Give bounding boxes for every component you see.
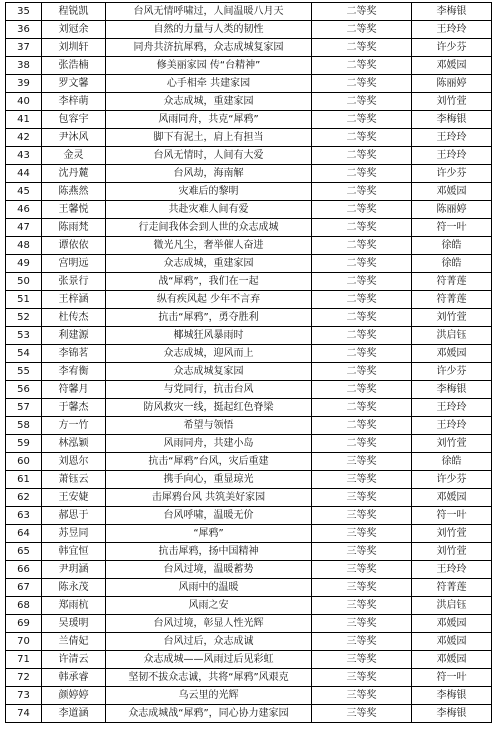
table-row <box>6 363 492 381</box>
cell-prize: 二等奖 <box>312 3 412 21</box>
table-row <box>6 345 492 363</box>
cell-number: 43 <box>6 147 42 165</box>
cell-essay-title: 携手向心，重显琼光 <box>106 471 312 489</box>
cell-prize: 三等奖 <box>312 561 412 579</box>
cell-teacher: 王玲玲 <box>412 561 492 579</box>
awards-table <box>5 2 492 723</box>
cell-teacher: 王玲玲 <box>412 21 492 39</box>
table-row <box>6 21 492 39</box>
cell-teacher: 邓媛园 <box>412 615 492 633</box>
cell-prize: 二等奖 <box>312 291 412 309</box>
cell-essay-title: 修美丽家园 传“台精神” <box>106 57 312 75</box>
cell-teacher: 许少芬 <box>412 39 492 57</box>
cell-number: 40 <box>6 93 42 111</box>
cell-essay-title: 共赴灾难人间有爱 <box>106 201 312 219</box>
cell-essay-title: 同舟共济抗犀鸦，众志成城复家园 <box>106 39 312 57</box>
cell-prize: 二等奖 <box>312 39 412 57</box>
cell-number: 52 <box>6 309 42 327</box>
cell-number: 53 <box>6 327 42 345</box>
cell-student-name: 李梓萌 <box>42 93 106 111</box>
table-row <box>6 129 492 147</box>
cell-number: 35 <box>6 3 42 21</box>
cell-teacher: 许少芬 <box>412 471 492 489</box>
table-row <box>6 615 492 633</box>
table-row <box>6 111 492 129</box>
cell-teacher: 符菁莲 <box>412 291 492 309</box>
cell-essay-title: 众志成城复家园 <box>106 363 312 381</box>
cell-student-name: 尹沐风 <box>42 129 106 147</box>
cell-teacher: 邓媛园 <box>412 345 492 363</box>
cell-student-name: 郝思于 <box>42 507 106 525</box>
table-row <box>6 3 492 21</box>
cell-essay-title: 众志成城，重建家园 <box>106 93 312 111</box>
cell-prize: 二等奖 <box>312 183 412 201</box>
cell-student-name: 李宥衡 <box>42 363 106 381</box>
cell-number: 47 <box>6 219 42 237</box>
table-row <box>6 75 492 93</box>
cell-number: 66 <box>6 561 42 579</box>
cell-number: 67 <box>6 579 42 597</box>
cell-student-name: 利建源 <box>42 327 106 345</box>
cell-essay-title: 战“犀鸦”，我们在一起 <box>106 273 312 291</box>
cell-prize: 二等奖 <box>312 363 412 381</box>
table-row <box>6 705 492 723</box>
cell-teacher: 王玲玲 <box>412 417 492 435</box>
cell-number: 68 <box>6 597 42 615</box>
cell-essay-title: 众志成城，迎风而上 <box>106 345 312 363</box>
table-row <box>6 507 492 525</box>
cell-essay-title: 抗击“犀鸦”台风，灾后重建 <box>106 453 312 471</box>
cell-teacher: 邓媛园 <box>412 183 492 201</box>
cell-prize: 三等奖 <box>312 669 412 687</box>
cell-student-name: 李道涵 <box>42 705 106 723</box>
cell-student-name: 韩承睿 <box>42 669 106 687</box>
cell-number: 56 <box>6 381 42 399</box>
cell-teacher: 符一叶 <box>412 669 492 687</box>
cell-essay-title: 众志成城——风雨过后见彩虹 <box>106 651 312 669</box>
cell-teacher: 徐皓 <box>412 255 492 273</box>
table-row <box>6 543 492 561</box>
cell-teacher: 李梅银 <box>412 687 492 705</box>
cell-number: 63 <box>6 507 42 525</box>
cell-prize: 二等奖 <box>312 273 412 291</box>
cell-teacher: 符一叶 <box>412 507 492 525</box>
cell-student-name: 萧钰云 <box>42 471 106 489</box>
cell-number: 58 <box>6 417 42 435</box>
cell-prize: 二等奖 <box>312 93 412 111</box>
cell-student-name: 谭依依 <box>42 237 106 255</box>
cell-student-name: 吴瑗明 <box>42 615 106 633</box>
cell-essay-title: 自然的力量与人类的韧性 <box>106 21 312 39</box>
cell-student-name: 王梓涵 <box>42 291 106 309</box>
cell-teacher: 王玲玲 <box>412 129 492 147</box>
cell-essay-title: 风雨同舟，共建小岛 <box>106 435 312 453</box>
cell-prize: 二等奖 <box>312 417 412 435</box>
cell-student-name: 尹玥涵 <box>42 561 106 579</box>
cell-essay-title: 防风救灾一线，挺起红色脊梁 <box>106 399 312 417</box>
cell-essay-title: 灾难后的黎明 <box>106 183 312 201</box>
table-row <box>6 651 492 669</box>
cell-essay-title: 抗击“犀鸦”，勇夺胜利 <box>106 309 312 327</box>
cell-teacher: 符菁莲 <box>412 579 492 597</box>
table-row <box>6 273 492 291</box>
table-row <box>6 435 492 453</box>
cell-student-name: 郑雨杭 <box>42 597 106 615</box>
cell-teacher: 徐皓 <box>412 453 492 471</box>
table-row <box>6 669 492 687</box>
cell-prize: 二等奖 <box>312 111 412 129</box>
table-row <box>6 579 492 597</box>
cell-student-name: 程锐凯 <box>42 3 106 21</box>
cell-teacher: 刘竹萱 <box>412 525 492 543</box>
cell-number: 60 <box>6 453 42 471</box>
cell-teacher: 王玲玲 <box>412 399 492 417</box>
table-row <box>6 525 492 543</box>
cell-teacher: 陈丽婷 <box>412 201 492 219</box>
cell-essay-title: “犀鸦” <box>106 525 312 543</box>
cell-number: 69 <box>6 615 42 633</box>
cell-prize: 三等奖 <box>312 525 412 543</box>
cell-student-name: 于馨杰 <box>42 399 106 417</box>
cell-prize: 二等奖 <box>312 237 412 255</box>
cell-number: 55 <box>6 363 42 381</box>
cell-teacher: 李梅银 <box>412 111 492 129</box>
table-row <box>6 687 492 705</box>
cell-student-name: 符馨月 <box>42 381 106 399</box>
cell-essay-title: 脚下有泥土，肩上有担当 <box>106 129 312 147</box>
cell-number: 70 <box>6 633 42 651</box>
cell-number: 72 <box>6 669 42 687</box>
cell-number: 54 <box>6 345 42 363</box>
cell-student-name: 刘恩尔 <box>42 453 106 471</box>
cell-essay-title: 台风过后，众志成诚 <box>106 633 312 651</box>
cell-number: 45 <box>6 183 42 201</box>
cell-prize: 三等奖 <box>312 705 412 723</box>
cell-prize: 三等奖 <box>312 543 412 561</box>
cell-teacher: 李梅银 <box>412 705 492 723</box>
table-row <box>6 471 492 489</box>
cell-teacher: 邓媛园 <box>412 489 492 507</box>
cell-prize: 三等奖 <box>312 687 412 705</box>
cell-teacher: 许少芬 <box>412 165 492 183</box>
cell-essay-title: 台风劫，海南解 <box>106 165 312 183</box>
cell-prize: 二等奖 <box>312 57 412 75</box>
cell-student-name: 罗文馨 <box>42 75 106 93</box>
cell-student-name: 沈丹麓 <box>42 165 106 183</box>
cell-student-name: 张景行 <box>42 273 106 291</box>
cell-number: 39 <box>6 75 42 93</box>
cell-teacher: 邓媛园 <box>412 651 492 669</box>
cell-essay-title: 风雨中的温暖 <box>106 579 312 597</box>
cell-essay-title: 风雨同舟，共克“犀鸦” <box>106 111 312 129</box>
cell-number: 62 <box>6 489 42 507</box>
cell-student-name: 苏昱同 <box>42 525 106 543</box>
cell-teacher: 符菁莲 <box>412 273 492 291</box>
cell-prize: 三等奖 <box>312 597 412 615</box>
cell-teacher: 洪启钰 <box>412 327 492 345</box>
cell-number: 57 <box>6 399 42 417</box>
table-row <box>6 399 492 417</box>
table-row <box>6 237 492 255</box>
table-row <box>6 309 492 327</box>
cell-prize: 二等奖 <box>312 309 412 327</box>
cell-teacher: 刘竹萱 <box>412 93 492 111</box>
cell-student-name: 金灵 <box>42 147 106 165</box>
cell-essay-title: 微光凡尘，奢举催人奋进 <box>106 237 312 255</box>
cell-teacher: 刘竹萱 <box>412 543 492 561</box>
cell-student-name: 颜婷婷 <box>42 687 106 705</box>
cell-teacher: 李梅银 <box>412 3 492 21</box>
table-row <box>6 147 492 165</box>
cell-prize: 二等奖 <box>312 345 412 363</box>
table-row <box>6 417 492 435</box>
cell-student-name: 陈燕然 <box>42 183 106 201</box>
cell-prize: 二等奖 <box>312 399 412 417</box>
cell-prize: 二等奖 <box>312 21 412 39</box>
table-row <box>6 219 492 237</box>
cell-student-name: 李锦茗 <box>42 345 106 363</box>
cell-essay-title: 纵有疾风起 少年不言弃 <box>106 291 312 309</box>
table-row <box>6 165 492 183</box>
cell-student-name: 韩宜恒 <box>42 543 106 561</box>
cell-prize: 三等奖 <box>312 651 412 669</box>
cell-essay-title: 台风无情呼啸过，人间温暖八月天 <box>106 3 312 21</box>
table-row <box>6 183 492 201</box>
cell-number: 65 <box>6 543 42 561</box>
table-row <box>6 201 492 219</box>
cell-prize: 二等奖 <box>312 201 412 219</box>
cell-essay-title: 坚韧不拔众志诚，共将“犀鸦”风艰克 <box>106 669 312 687</box>
cell-teacher: 洪启钰 <box>412 597 492 615</box>
table-row <box>6 453 492 471</box>
cell-prize: 二等奖 <box>312 255 412 273</box>
cell-teacher: 李梅银 <box>412 381 492 399</box>
cell-teacher: 徐皓 <box>412 237 492 255</box>
cell-number: 74 <box>6 705 42 723</box>
awards-table-body <box>6 3 492 723</box>
cell-essay-title: 抗击犀鸦，扬中国精神 <box>106 543 312 561</box>
cell-prize: 二等奖 <box>312 129 412 147</box>
cell-essay-title: 众志成城战“犀鸦”，同心协力建家园 <box>106 705 312 723</box>
cell-essay-title: 台风呼啸，温暖无价 <box>106 507 312 525</box>
cell-essay-title: 与党同行，抗击台风 <box>106 381 312 399</box>
cell-student-name: 刘冠余 <box>42 21 106 39</box>
cell-student-name: 宫明远 <box>42 255 106 273</box>
cell-essay-title: 乌云里的光辉 <box>106 687 312 705</box>
cell-student-name: 王安婕 <box>42 489 106 507</box>
cell-prize: 二等奖 <box>312 381 412 399</box>
cell-essay-title: 台风过境，彰显人性光辉 <box>106 615 312 633</box>
cell-essay-title: 众志成城，重建家园 <box>106 255 312 273</box>
cell-number: 73 <box>6 687 42 705</box>
cell-number: 50 <box>6 273 42 291</box>
table-row <box>6 39 492 57</box>
cell-prize: 三等奖 <box>312 489 412 507</box>
cell-teacher: 陈丽婷 <box>412 75 492 93</box>
cell-number: 59 <box>6 435 42 453</box>
cell-number: 71 <box>6 651 42 669</box>
cell-teacher: 邓媛园 <box>412 633 492 651</box>
cell-prize: 三等奖 <box>312 471 412 489</box>
cell-student-name: 包容宇 <box>42 111 106 129</box>
cell-number: 46 <box>6 201 42 219</box>
cell-prize: 二等奖 <box>312 435 412 453</box>
cell-number: 61 <box>6 471 42 489</box>
cell-prize: 二等奖 <box>312 219 412 237</box>
cell-prize: 二等奖 <box>312 165 412 183</box>
cell-number: 48 <box>6 237 42 255</box>
cell-teacher: 许少芬 <box>412 363 492 381</box>
cell-essay-title: 台风无情时，人间有大爱 <box>106 147 312 165</box>
cell-teacher: 刘竹萱 <box>412 309 492 327</box>
cell-essay-title: 心手相牵 共建家园 <box>106 75 312 93</box>
cell-number: 49 <box>6 255 42 273</box>
cell-number: 41 <box>6 111 42 129</box>
cell-prize: 三等奖 <box>312 633 412 651</box>
cell-student-name: 陈永茂 <box>42 579 106 597</box>
table-row <box>6 633 492 651</box>
table-row <box>6 255 492 273</box>
cell-essay-title: 台风过境，温暖蓄势 <box>106 561 312 579</box>
cell-student-name: 杜传杰 <box>42 309 106 327</box>
cell-student-name: 王馨悦 <box>42 201 106 219</box>
table-row <box>6 489 492 507</box>
table-row <box>6 597 492 615</box>
cell-teacher: 符一叶 <box>412 219 492 237</box>
table-row <box>6 57 492 75</box>
cell-essay-title: 希望与领悟 <box>106 417 312 435</box>
cell-essay-title: 椰城狂风暴雨时 <box>106 327 312 345</box>
cell-number: 37 <box>6 39 42 57</box>
cell-prize: 三等奖 <box>312 507 412 525</box>
cell-number: 38 <box>6 57 42 75</box>
cell-number: 42 <box>6 129 42 147</box>
cell-prize: 二等奖 <box>312 75 412 93</box>
cell-student-name: 林泓颖 <box>42 435 106 453</box>
cell-student-name: 刘圳轩 <box>42 39 106 57</box>
cell-prize: 三等奖 <box>312 615 412 633</box>
table-row <box>6 291 492 309</box>
cell-student-name: 方一竹 <box>42 417 106 435</box>
cell-number: 36 <box>6 21 42 39</box>
cell-teacher: 刘竹萱 <box>412 435 492 453</box>
cell-prize: 三等奖 <box>312 579 412 597</box>
cell-prize: 三等奖 <box>312 453 412 471</box>
cell-teacher: 邓媛园 <box>412 57 492 75</box>
cell-student-name: 许清云 <box>42 651 106 669</box>
awards-table-sheet <box>5 2 491 723</box>
cell-number: 64 <box>6 525 42 543</box>
cell-essay-title: 行走间我体会到人世的众志成城 <box>106 219 312 237</box>
cell-teacher: 王玲玲 <box>412 147 492 165</box>
table-row <box>6 561 492 579</box>
cell-essay-title: 击犀鸦台风 共筑美好家园 <box>106 489 312 507</box>
cell-prize: 二等奖 <box>312 147 412 165</box>
cell-student-name: 张浩楠 <box>42 57 106 75</box>
cell-student-name: 兰倩妃 <box>42 633 106 651</box>
cell-student-name: 陈雨梵 <box>42 219 106 237</box>
table-row <box>6 327 492 345</box>
table-row <box>6 93 492 111</box>
cell-number: 44 <box>6 165 42 183</box>
cell-number: 51 <box>6 291 42 309</box>
cell-essay-title: 风雨之安 <box>106 597 312 615</box>
table-row <box>6 381 492 399</box>
cell-prize: 二等奖 <box>312 327 412 345</box>
